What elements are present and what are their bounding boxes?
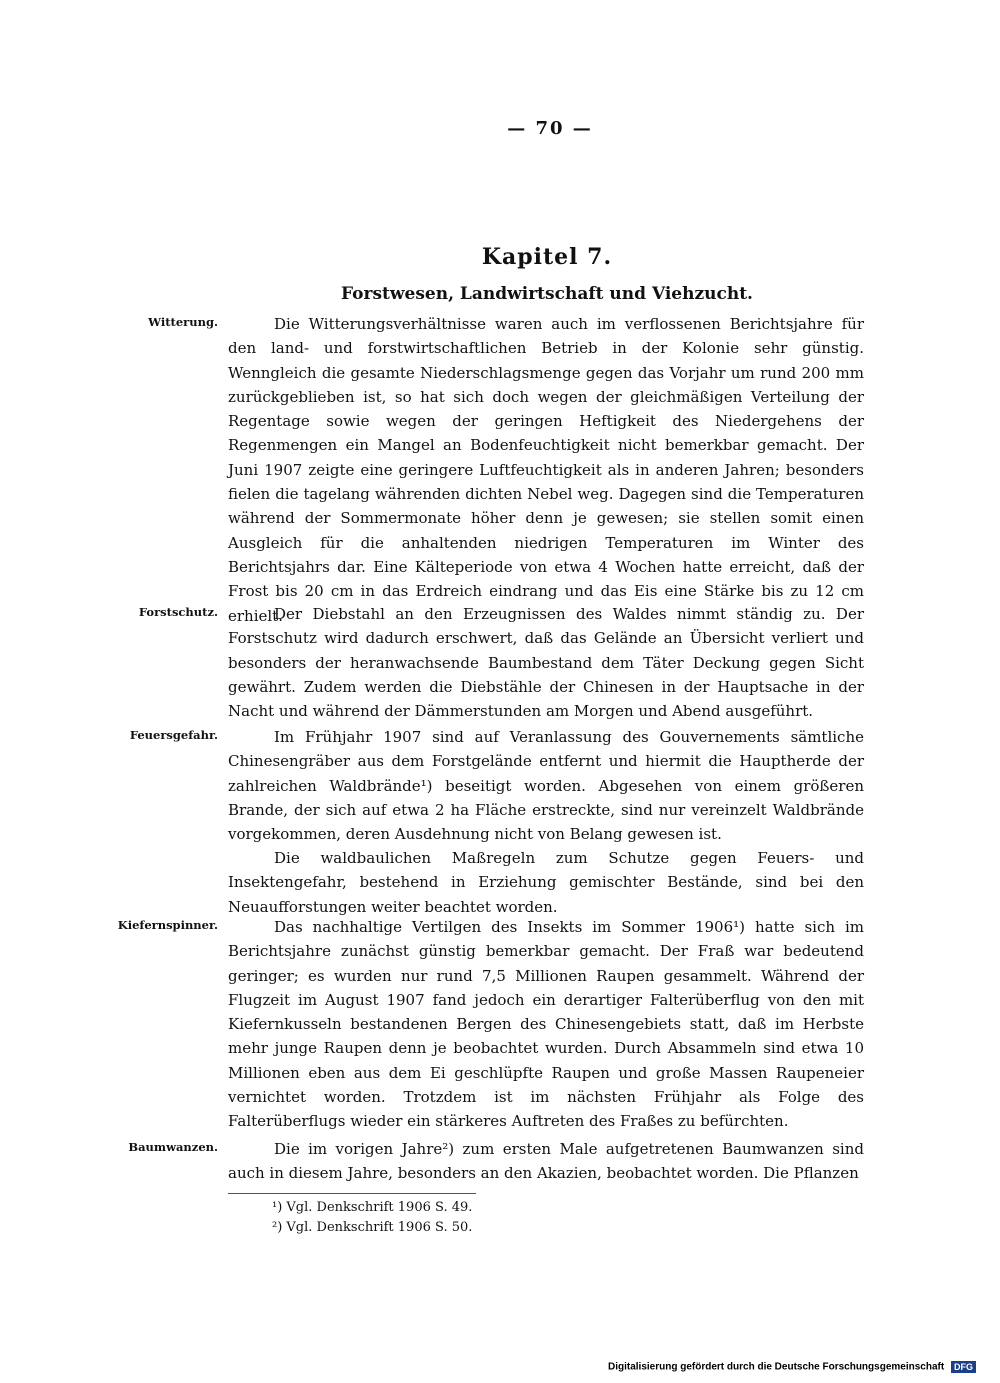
margin-label: Baumwanzen. xyxy=(128,1140,218,1154)
digitization-credit xyxy=(608,1361,978,1373)
paragraph: Die waldbaulichen Maßregeln zum Schutze gegen Feuers- und Insektengefahr, bestehend in Erziehung gemischter Bestände, sind bei den Neuaufforstungen weiter beachtet worden. xyxy=(228,849,864,916)
margin-label: Feuersgefahr. xyxy=(129,728,218,742)
margin-label: Kiefernspinner. xyxy=(117,918,218,932)
dfg-logo: DFG xyxy=(951,1361,976,1373)
paragraph: Der Diebstahl an den Erzeugnissen des Waldes nimmt ständig zu. Der Forstschutz wird dadurch erschwert, daß das Gelände an Übersicht verliert und besonders der heranwachsende Baumbestand dem Täter Deckung gegen Sicht gewährt. Zudem werden die Diebstähle der Chinesen in der Hauptsache in der Nacht und während der Dämmerstunden am Morgen und Abend ausgeführt. xyxy=(228,605,864,721)
credit-text: Digitalisierung gefördert durch die Deutsche Forschungsgemeinschaft xyxy=(608,1361,945,1373)
margin-label: Forstschutz. xyxy=(138,605,218,619)
footnote: ²) Vgl. Denkschrift 1906 S. 50. xyxy=(272,1220,473,1235)
footnotes xyxy=(272,1198,472,1238)
chapter-subtitle: Forstwesen, Landwirtschaft und Viehzucht. xyxy=(341,284,753,304)
paragraph: Das nachhaltige Vertilgen des Insekts im Sommer 1906¹) hatte sich im Berichtsjahre zunächst günstig bemerkbar gemacht. Der Fraß war bedeutend geringer; es wurden nur rund 7,5 Millionen Raupen gesammelt. Während der Flugzeit im August 1907 fand jedoch ein derartiger Falterüberflug von den mit Kiefernkusseln bestandenen Bergen des Chinesengebiets statt, daß im Herbste mehr junge Raupen denn je beobachtet wurden. Durch Absammeln sind etwa 10 Millionen eben aus dem Ei geschlüpfte Raupen und große Massen Raupeneier vernichtet worden. Trotzdem ist im nächsten Frühjahr als Folge des Falterüberflugs wieder ein stärkeres Auftreten des Fraßes zu befürchten. xyxy=(228,918,864,1131)
paragraph: Die im vorigen Jahre²) zum ersten Male aufgetretenen Baumwanzen sind auch in diesem Jahre, besonders an den Akazien, beobachtet worden. Die Pflanzen xyxy=(228,1140,864,1183)
footnote: ¹) Vgl. Denkschrift 1906 S. 49. xyxy=(272,1200,473,1215)
margin-label: Witterung. xyxy=(148,315,218,329)
chapter-title: Kapitel 7. xyxy=(481,244,613,270)
paragraph: Die Witterungsverhältnisse waren auch im verflossenen Berichtsjahre für den land- und forstwirtschaftlichen Betrieb in der Kolonie sehr günstig. Wenngleich die gesamte Niederschlagsmenge gegen das Vorjahr um rund 200 mm zurückgeblieben ist, so hat sich doch wegen der gleichmäßigen Verteilung der Regentage sowie wegen der geringen Heftigkeit des Niedergehens der Regenmengen ein Mangel an Bodenfeuchtigkeit nicht bemerkbar gemacht. Der Juni 1907 zeigte eine geringere Luftfeuchtigkeit als in anderen Jahren; besonders fielen die tagelang währenden dichten Nebel weg. Dagegen sind die Temperaturen während der Sommermonate höher denn je gewesen; sie stellen somit einen Ausgleich für die anhaltenden niedrigen Temperaturen im Winter des Berichtsjahrs dar. Eine Kälteperiode von etwa 4 Wochen hatte erreicht, daß der Frost bis 20 cm in das Erdreich eindrang und das Eis eine Stärke bis zu 12 cm erhielt. xyxy=(228,315,864,625)
paragraph: Im Frühjahr 1907 sind auf Veranlassung des Gouvernements sämtliche Chinesengräber aus dem Forstgelände entfernt und hiermit die Hauptherde der zahlreichen Waldbrände¹) beseitigt worden. Abgesehen von einem größeren Brande, der sich auf etwa 2 ha Fläche erstreckte, sind nur vereinzelt Waldbrände vorgekommen, deren Ausdehnung nicht von Belang gewesen ist. xyxy=(228,728,864,844)
page-number: — 70 — xyxy=(507,118,593,139)
footnote-divider xyxy=(228,1193,476,1194)
